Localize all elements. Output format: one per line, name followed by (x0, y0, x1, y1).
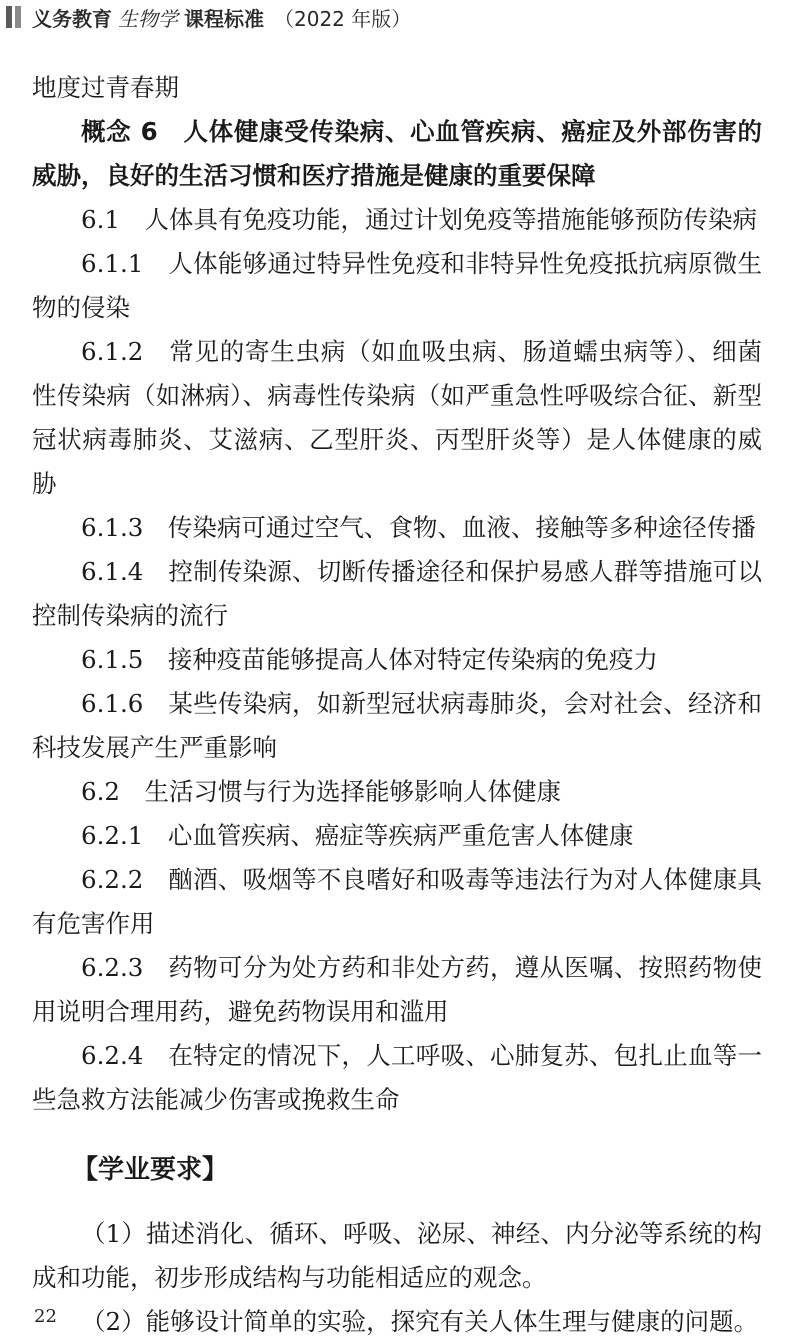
paragraph-continuation: 地度过青春期 (32, 73, 179, 102)
running-header (0, 0, 790, 34)
item-6-2-2: 6.2.2 酗酒、吸烟等不良嗜好和吸毒等违法行为对人体健康具有危害作用 (32, 865, 762, 938)
item-6-1-4: 6.1.4 控制传染源、切断传播途径和保护易感人群等措施可以控制传染病的流行 (32, 557, 762, 630)
header-bars-icon (6, 6, 24, 28)
requirement-item-2: （2）能够设计简单的实验，探究有关人体生理与健康的问题。 (81, 1307, 759, 1336)
header-title (32, 3, 411, 32)
item-6-1-5: 6.1.5 接种疫苗能够提高人体对特定传染病的免疫力 (81, 645, 658, 674)
concept-6-heading: 概念 6 人体健康受传染病、心血管疾病、癌症及外部伤害的威胁，良好的生活习惯和医疗措施是健康的重要保障 (32, 117, 762, 190)
item-6-1-2: 6.1.2 常见的寄生虫病（如血吸虫病、肠道蠕虫病等）、细菌性传染病（如淋病）、病毒性传染病（如严重急性呼吸综合征、新型冠状病毒肺炎、艾滋病、乙型肝炎、丙型肝炎等）是人体健康的威胁 (32, 337, 762, 498)
item-6-1-3: 6.1.3 传染病可通过空气、食物、血液、接触等多种途径传播 (81, 513, 756, 542)
requirement-item-1: （1）描述消化、循环、呼吸、泌尿、神经、内分泌等系统的构成和功能，初步形成结构与功能相适应的观念。 (32, 1219, 762, 1292)
item-6-2-3: 6.2.3 药物可分为处方药和非处方药，遵从医嘱、按照药物使用说明合理用药，避免药物误用和滥用 (32, 953, 762, 1026)
page-content (32, 66, 762, 1344)
header-part3: 课程标准 (184, 6, 264, 31)
header-part1: 义务教育 (32, 6, 112, 31)
academic-requirements-heading: 【学业要求】 (72, 1155, 229, 1185)
item-6-1-1: 6.1.1 人体能够通过特异性免疫和非特异性免疫抵抗病原微生物的侵染 (32, 249, 762, 322)
item-6-1: 6.1 人体具有免疫功能，通过计划免疫等措施能够预防传染病 (81, 205, 757, 234)
item-6-2: 6.2 生活习惯与行为选择能够影响人体健康 (81, 777, 561, 806)
header-edition: （2022 年版） (274, 6, 412, 31)
item-6-2-4: 6.2.4 在特定的情况下，人工呼吸、心肺复苏、包扎止血等一些急救方法能减少伤害或挽救生命 (32, 1041, 762, 1114)
header-subject: 生物学 (118, 6, 178, 31)
item-6-1-6: 6.1.6 某些传染病，如新型冠状病毒肺炎，会对社会、经济和科技发展产生严重影响 (32, 689, 762, 762)
page-number: 22 (34, 1306, 57, 1327)
item-6-2-1: 6.2.1 心血管疾病、癌症等疾病严重危害人体健康 (81, 821, 634, 850)
